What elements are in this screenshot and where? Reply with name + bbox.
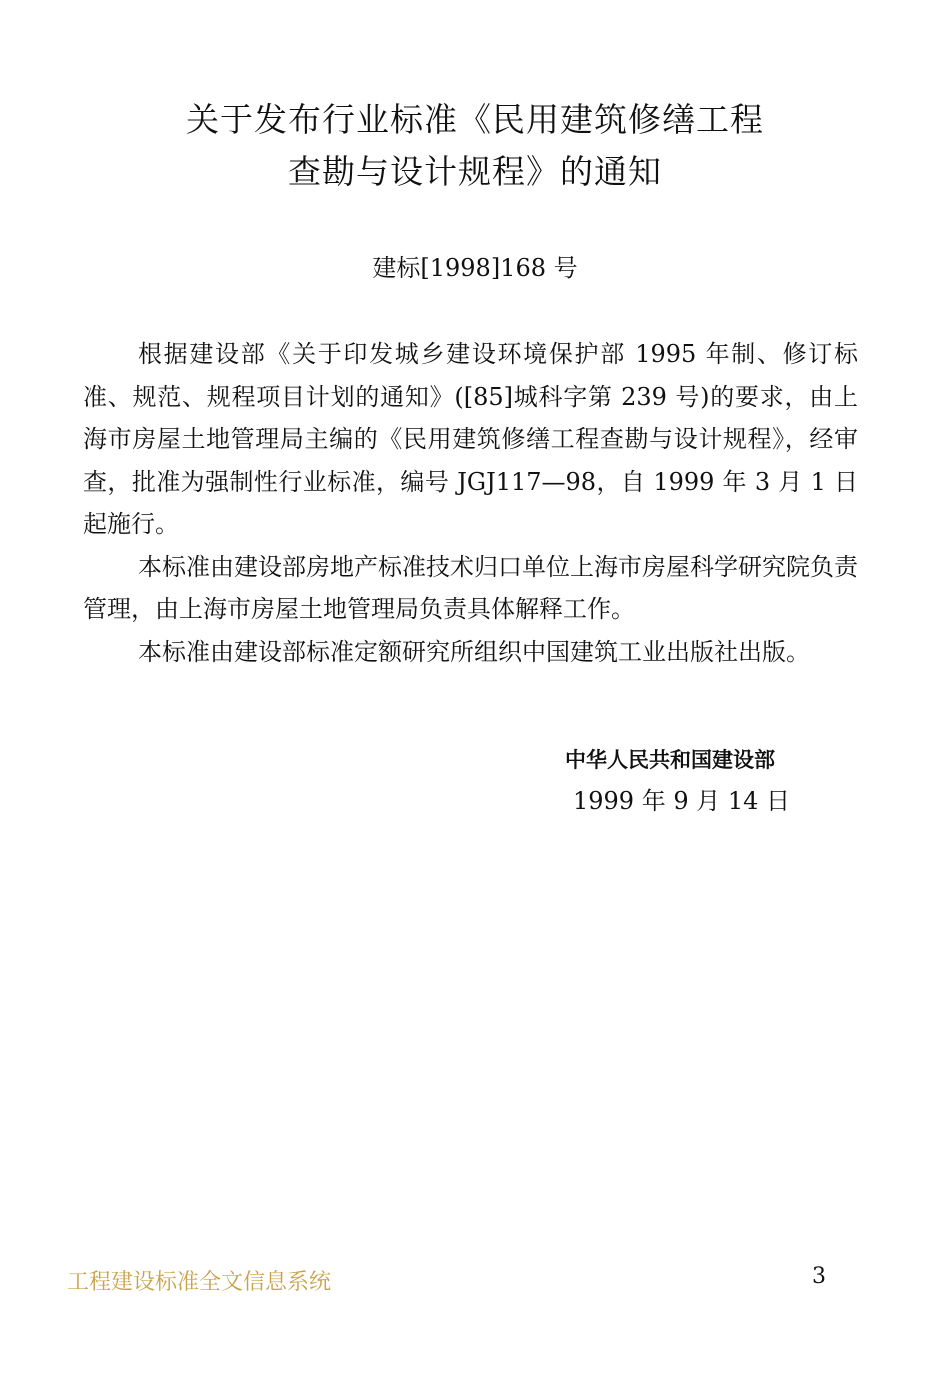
document-number: 建标[1998]168 号 — [372, 254, 578, 282]
title-line-1: 关于发布行业标准《民用建筑修缮工程 — [186, 100, 764, 139]
body-paragraph: 本标准由建设部标准定额研究所组织中国建筑工业出版社出版。 — [138, 637, 810, 666]
issuing-authority: 中华人民共和国建设部 — [565, 748, 775, 772]
notice-title — [0, 94, 950, 198]
notice-body — [83, 333, 858, 673]
title-line-2: 查勘与设计规程》的通知 — [288, 152, 662, 191]
footer-source: 工程建设标准全文信息系统 — [67, 1270, 332, 1295]
body-paragraph: 本标准由建设部房地产标准技术归口单位上海市房屋科学研究院负责管理，由上海市房屋土地管理局负责具体解释工作。 — [83, 552, 858, 623]
issue-date: 1999 年 9 月 14 日 — [573, 787, 791, 815]
body-paragraph: 根据建设部《关于印发城乡建设环境保护部 1995 年制、修订标准、规范、规程项目计划的通知》([85]城科字第 239 号)的要求，由上海市房屋土地管理局主编的《民用建筑修缮工程查勘与设计规程》，经审查，批准为强制性行业标准，编号 JGJ117—98，自 1999 年 3 月 1 日起施行。 — [83, 340, 858, 538]
page-number: 3 — [812, 1264, 826, 1289]
